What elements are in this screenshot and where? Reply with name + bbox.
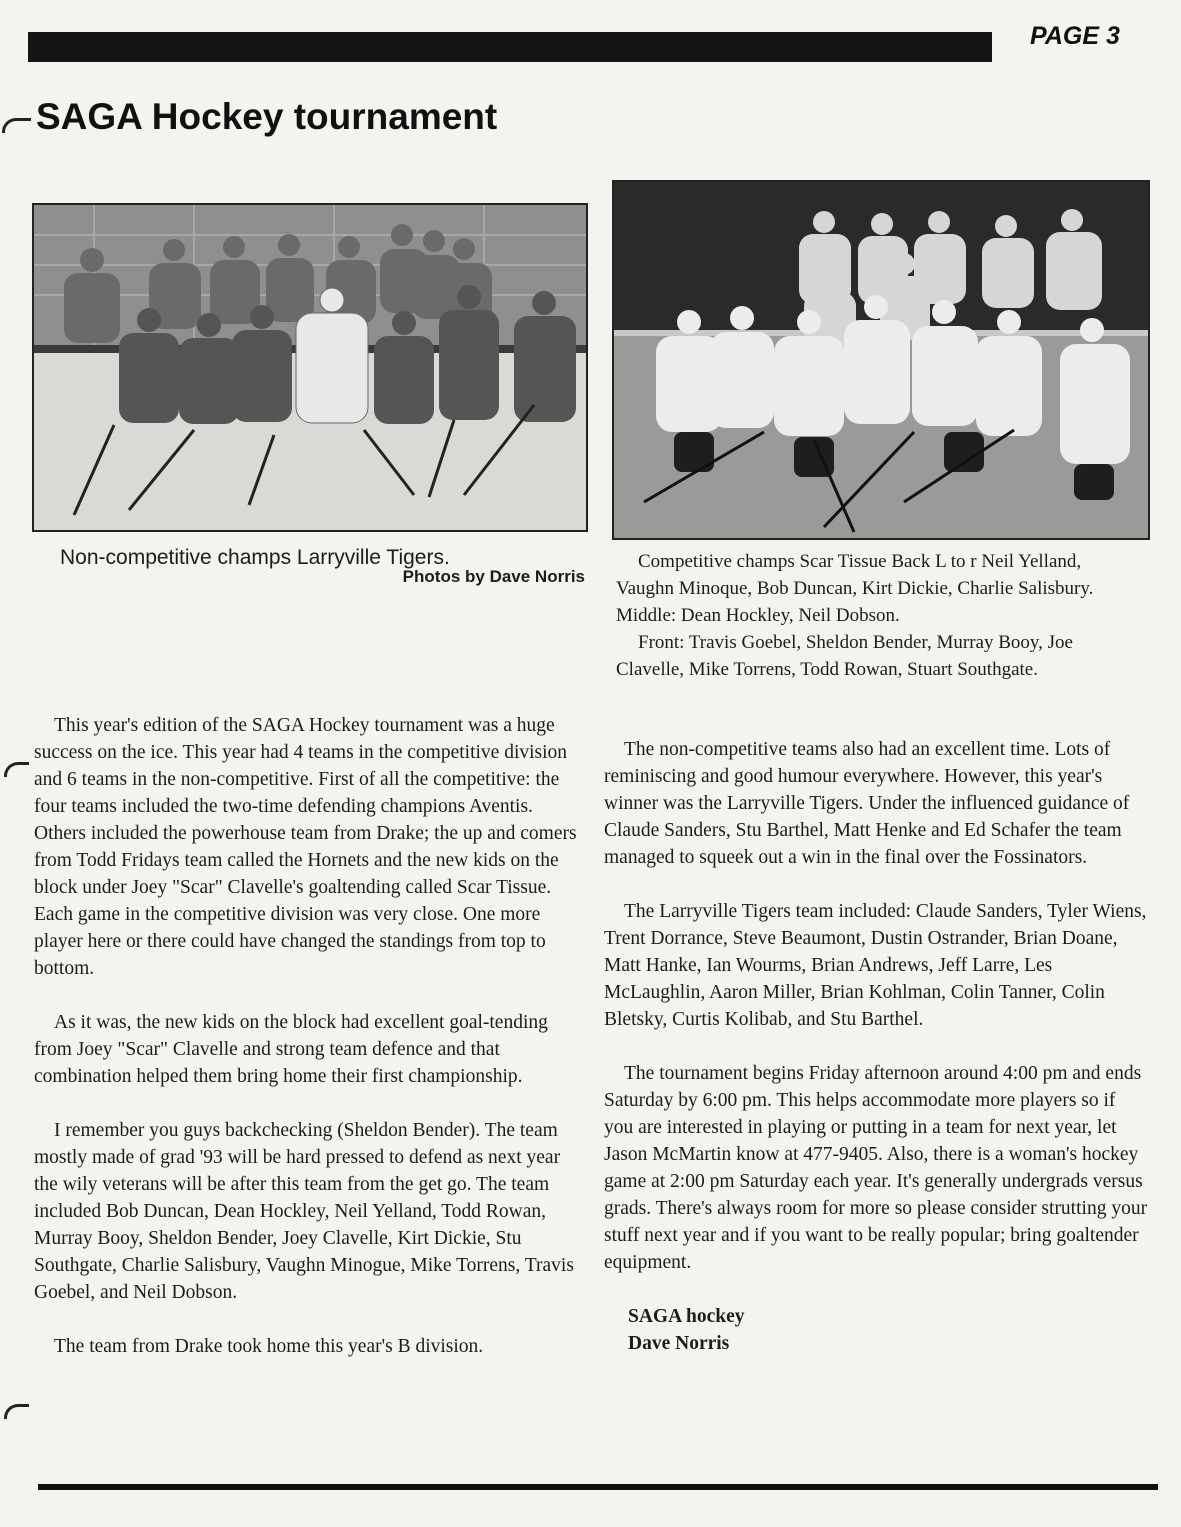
- left-photo-caption-block: [60, 546, 585, 586]
- article-paragraph: This year's edition of the SAGA Hockey tournament was a huge success on the ice. This year had 4 teams in the competitive division and 6 teams in the non-competitive. First of all the competitive: the four teams included the two-time defending champions Aventis. Others included the powerhouse team from Drake; the up and comers from Todd Fridays team called the Hornets and the new kids on the block under Joey "Scar" Clavelle's goaltending called Scar Tissue. Each game in the competitive division was very close. One more player here or there could have changed the standings from top to bottom.: [34, 715, 577, 979]
- header-rule: [28, 32, 992, 62]
- article-title: SAGA Hockey tournament: [36, 96, 498, 137]
- punch-hole-mark: [4, 762, 29, 777]
- article-paragraph: As it was, the new kids on the block had excellent goal-tending from Joey "Scar" Clavelle and strong team defence and that combination helped them bring home their first championship.: [34, 1012, 548, 1087]
- right-photo-caption-block: [616, 548, 1134, 683]
- team-photo-scar-tissue: [612, 180, 1150, 540]
- signature-author: Dave Norris: [628, 1333, 730, 1354]
- punch-hole-mark: [2, 118, 31, 133]
- team-photo-larryville-tigers: [32, 203, 588, 532]
- article-paragraph: The Larryville Tigers team included: Claude Sanders, Tyler Wiens, Trent Dorrance, Steve Beaumont, Dustin Ostrander, Brian Doane, Matt Hanke, Ian Wourms, Brian Andrews, Jeff Larre, Les McLaughlin, Aaron Miller, Brian Kohlman, Colin Tanner, Colin Bletsky, Curtis Kolibab, and Stu Barthel.: [604, 901, 1147, 1030]
- page-number: PAGE 3: [1030, 22, 1120, 50]
- article-right-column: [604, 736, 1149, 1357]
- photo-credit: Photos by Dave Norris: [402, 567, 585, 586]
- right-photo-caption-back-row: Competitive champs Scar Tissue Back L to r Neil Yelland, Vaughn Minoque, Bob Duncan, Kirt Dickie, Charlie Salisbury. Middle: Dean Hockley, Neil Dobson.: [616, 551, 1094, 626]
- left-photo-caption: Non-competitive champs Larryville Tigers.: [60, 546, 450, 569]
- article-paragraph: I remember you guys backchecking (Sheldon Bender). The team mostly made of grad '93 will be hard pressed to defend as next year the wily veterans will be after this team from the get go. The team included Bob Duncan, Dean Hockley, Neil Yelland, Todd Rowan, Murray Booy, Sheldon Bender, Joey Clavelle, Kirt Dickie, Stu Southgate, Charlie Salisbury, Vaughn Minogue, Mike Torrens, Travis Goebel, and Neil Dobson.: [34, 1120, 574, 1303]
- article-paragraph: The team from Drake took home this year's B division.: [54, 1336, 484, 1357]
- signature-organization: SAGA hockey: [628, 1306, 745, 1327]
- article-paragraph: The tournament begins Friday afternoon around 4:00 pm and ends Saturday by 6:00 pm. This helps accommodate more players so if you are interested in playing or putting in a team for next year, let Jason McMartin know at 477-9405. Also, there is a woman's hockey game at 2:00 pm Saturday each year. It's generally undergrads versus grads. There's always room for more so please consider strutting your stuff next year and if you want to be really popular; bring goaltender equipment.: [604, 1063, 1148, 1273]
- punch-hole-mark: [4, 1404, 29, 1419]
- article-paragraph: The non-competitive teams also had an excellent time. Lots of reminiscing and good humour everywhere. However, this year's winner was the Larryville Tigers. Under the influenced guidance of Claude Sanders, Stu Barthel, Matt Henke and Ed Schafer the team managed to squeek out a win in the final over the Fossinators.: [604, 739, 1130, 868]
- footer-rule: [38, 1484, 1158, 1490]
- right-photo-caption-front-row: Front: Travis Goebel, Sheldon Bender, Murray Booy, Joe Clavelle, Mike Torrens, Todd Rowan, Stuart Southgate.: [616, 632, 1073, 680]
- article-left-column: [34, 712, 579, 1387]
